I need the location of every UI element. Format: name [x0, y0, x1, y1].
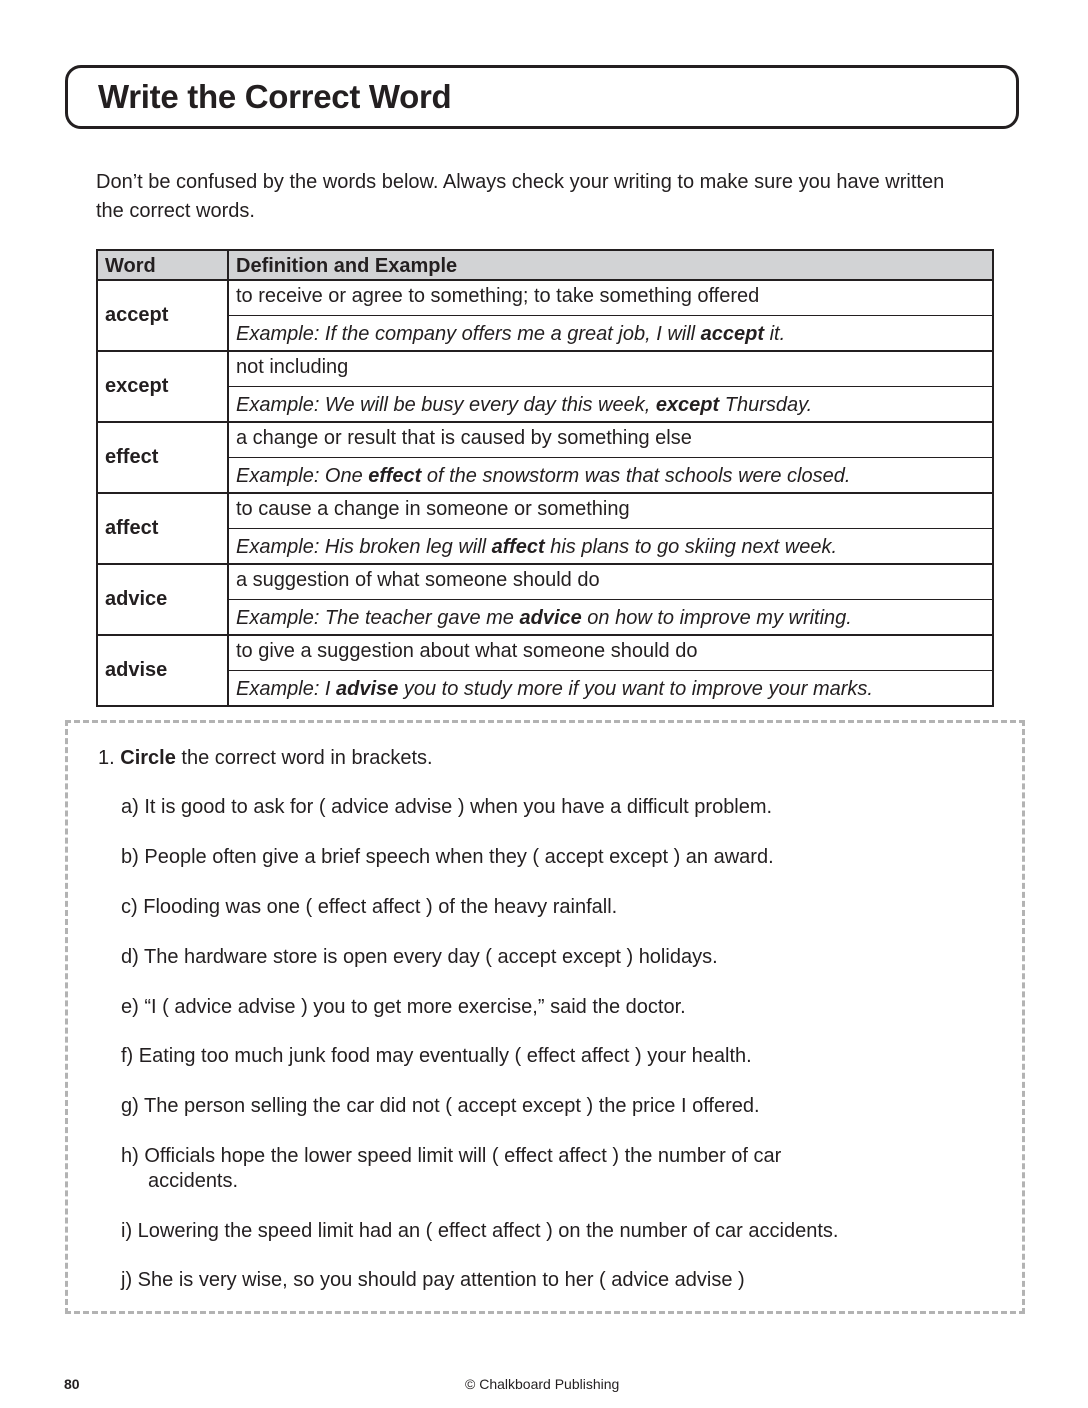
word-cell: except: [97, 351, 228, 422]
activity-box: [65, 720, 1025, 1314]
example-text: Example: I advise you to study more if you want to improve your marks.: [236, 678, 873, 700]
table-row: [97, 351, 993, 422]
definition-text: to receive or agree to something; to take something offered: [229, 281, 992, 316]
example-text: Example: The teacher gave me advice on how to improve my writing.: [236, 607, 852, 629]
intro-text: Don’t be confused by the words below. Always check your writing to make sure you have written the correct words.: [96, 171, 945, 222]
example-text: Example: One effect of the snowstorm was that schools were closed.: [236, 465, 851, 487]
definition-cell: [228, 635, 993, 706]
question-item-j: j) She is very wise, so you should pay attention to her ( advice advise ): [121, 1269, 745, 1291]
table-row: [97, 635, 993, 706]
example-text: Example: We will be busy every day this week, except Thursday.: [236, 394, 813, 416]
header-definition: Definition and Example: [228, 250, 993, 280]
definition-cell: [228, 351, 993, 422]
page-number: 80: [64, 1376, 80, 1392]
question-item-a: a) It is good to ask for ( advice advise ) when you have a difficult problem.: [121, 796, 773, 818]
question-item-e: e) “I ( advice advise ) you to get more exercise,” said the doctor.: [121, 996, 686, 1018]
table-row: [97, 280, 993, 351]
definition-cell: [228, 564, 993, 635]
word-cell: effect: [97, 422, 228, 493]
question-item-b: b) People often give a brief speech when they ( accept except ) an award.: [121, 846, 774, 868]
page-title: Write the Correct Word: [98, 78, 452, 115]
example-text: Example: His broken leg will affect his plans to go skiing next week.: [236, 536, 838, 558]
question-item-c: c) Flooding was one ( effect affect ) of the heavy rainfall.: [121, 896, 618, 918]
header-word: Word: [97, 250, 228, 280]
question-item-i: i) Lowering the speed limit had an ( effect affect ) on the number of car accidents.: [121, 1220, 839, 1242]
example-text: Example: If the company offers me a great job, I will accept it.: [236, 323, 786, 345]
vocabulary-table: [96, 249, 994, 707]
question-instruction: 1. Circle the correct word in brackets.: [98, 747, 433, 769]
question-item-d: d) The hardware store is open every day ( accept except ) holidays.: [121, 946, 718, 968]
definition-cell: [228, 280, 993, 351]
word-cell: advice: [97, 564, 228, 635]
definition-text: not including: [229, 352, 992, 387]
question-item-f: f) Eating too much junk food may eventually ( effect affect ) your health.: [121, 1045, 752, 1067]
definition-cell: [228, 422, 993, 493]
table-row: [97, 564, 993, 635]
word-cell: accept: [97, 280, 228, 351]
definition-text: a change or result that is caused by something else: [229, 423, 992, 458]
question-item-h-continued: accidents.: [148, 1170, 239, 1192]
question-item-g: g) The person selling the car did not ( accept except ) the price I offered.: [121, 1095, 760, 1117]
definition-text: a suggestion of what someone should do: [229, 565, 992, 600]
definition-text: to cause a change in someone or something: [229, 494, 992, 529]
definition-text: to give a suggestion about what someone should do: [229, 636, 992, 671]
word-cell: advise: [97, 635, 228, 706]
word-cell: affect: [97, 493, 228, 564]
question-item-h: h) Officials hope the lower speed limit will ( effect affect ) the number of car: [121, 1145, 782, 1167]
copyright-notice: © Chalkboard Publishing: [465, 1376, 620, 1392]
title-box: [65, 65, 1019, 129]
definition-cell: [228, 493, 993, 564]
table-header-row: [97, 250, 993, 280]
table-row: [97, 493, 993, 564]
table-row: [97, 422, 993, 493]
